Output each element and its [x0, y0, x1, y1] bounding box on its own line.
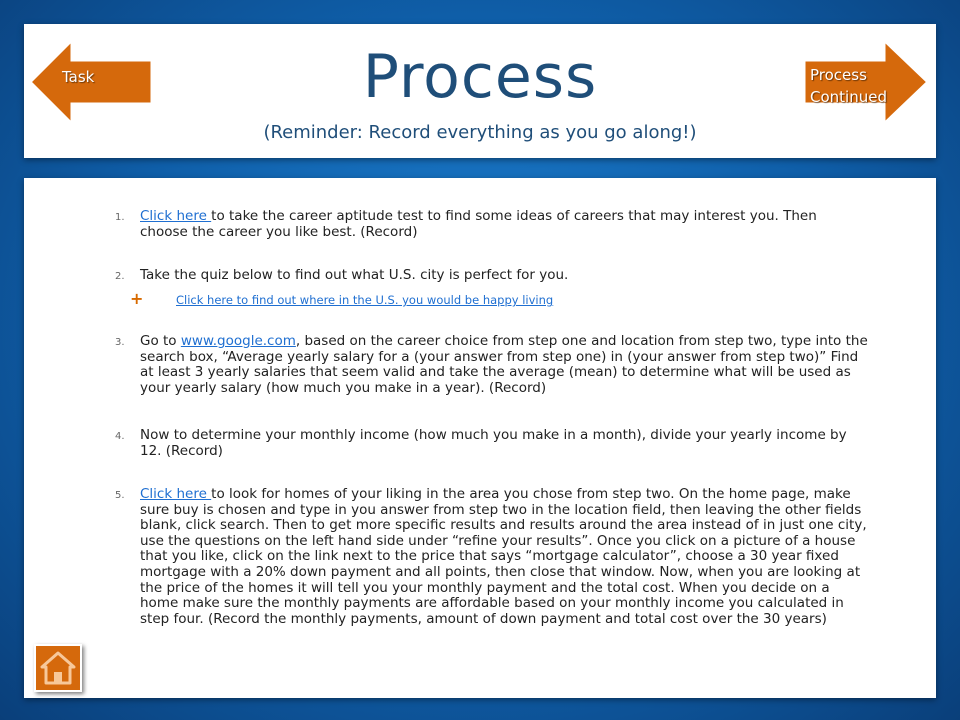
- process-continued-line1: Process: [810, 66, 867, 84]
- step-3: [115, 333, 868, 396]
- step-4-text: Now to determine your monthly income (how much you make in a month), divide your yearly income by 12. (Record): [140, 427, 847, 459]
- step-1-link[interactable]: Click here: [140, 208, 212, 224]
- page-title: Process: [362, 42, 598, 112]
- task-back-label: Task: [62, 68, 95, 86]
- step-1-number: 1.: [115, 212, 125, 223]
- step-2: [115, 267, 860, 284]
- step-3-pre-text: Go to: [140, 333, 181, 349]
- plus-bullet-icon: +: [130, 289, 144, 308]
- task-back-button[interactable]: [28, 36, 160, 132]
- step-2-sublink-row: [176, 293, 776, 309]
- step-1-text: to take the career aptitude test to find some ideas of careers that may interest you. Then choose the career you like best. (Record): [140, 208, 817, 240]
- step-5-link[interactable]: Click here: [140, 486, 212, 502]
- step-4: [115, 427, 868, 459]
- page-subtitle: (Reminder: Record everything as you go along!): [263, 122, 697, 143]
- process-continued-label: [810, 64, 887, 108]
- google-link[interactable]: www.google.com: [180, 333, 296, 349]
- step-5-text: to look for homes of your liking in the area you chose from step two. On the home page, make sure buy is chosen and type in you answer from step two in the location field, then leaving the other fields blank, click search. Then to get more specific results and results around the area instead of in just one city, use the questions on the left hand side under “refine your results”. Once you click on a picture of a house that you like, click on the link next to the price that says “mortgage calculator”, choose a 30 year fixed mortgage with a 20% down payment and all points, then close that window. Now, when you are looking at the price of the homes it will tell you your monthly payment and the total cost. When you decide on a home make sure the monthly payments are affordable based on your monthly income you calculated in step four. (Record the monthly payments, amount of down payment and total cost over the 30 years): [140, 486, 867, 627]
- step-4-number: 4.: [115, 431, 125, 442]
- process-continued-line2: Continued: [810, 88, 887, 106]
- step-5: [115, 486, 868, 627]
- step-1: [115, 208, 860, 240]
- step-3-number: 3.: [115, 337, 125, 348]
- step-2-number: 2.: [115, 271, 125, 282]
- happy-living-link[interactable]: Click here to find out where in the U.S. you would be happy living: [176, 293, 554, 307]
- home-button[interactable]: [34, 644, 82, 692]
- process-continued-button[interactable]: [800, 36, 936, 132]
- step-5-number: 5.: [115, 490, 125, 501]
- step-2-text: Take the quiz below to find out what U.S. city is perfect for you.: [140, 267, 569, 283]
- step-3-text: , based on the career choice from step one and location from step two, type into the search box, “Average yearly salary for a (your answer from step one) in (your answer from step two)” Find at least 3 yearly salaries that seem valid and take the average (mean) to determine what will be used as your yearly salary (how much you make in a year). (Record): [140, 333, 868, 396]
- home-icon: [36, 646, 80, 690]
